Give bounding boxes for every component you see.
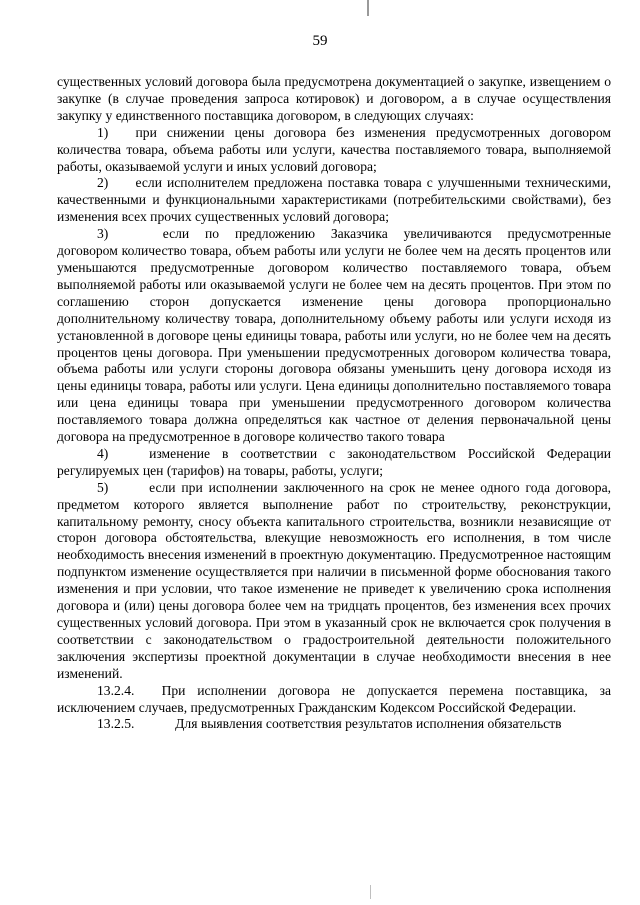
list-item-3: 3) если по предложению Заказчика увеличиваются предусмотренные договором количество товара, объем работы или услуги не более чем на десять процентов или уменьшаются предусмотренные договором количество поставляемого товара, объем выполняемой работы или оказываемой услуги не более чем на десять процентов. При этом по соглашению сторон допускается изменение цены договора пропорционально дополнительному количеству товара, дополнительному объему работы или услуги исходя из установленной в договоре цены единицы товара, работы или услуги, но не более чем на десять процентов цены договора. При уменьшении предусмотренных договором количества товара, объема работы или услуги стороны договора обязаны уменьшить цену договора исходя из цены единицы товара, работы или услуги. Цена единицы дополнительно поставляемого товара или цена единицы товара при уменьшении предусмотренного договором количества поставляемого товара должна определяться как частное от деления первоначальной цены договора на предусмотренное в договоре количество такого товара: [57, 226, 611, 445]
clause-13-2-5: 13.2.5. Для выявления соответствия результатов исполнения обязательств: [97, 716, 562, 732]
body-text: [57, 74, 611, 733]
list-item-1: 1) при снижении цены договора без изменения предусмотренных договором количества товара, объема работы или услуги, качества поставляемого товара, выполняемой работы, оказываемой услуги и иных условий договора;: [57, 124, 611, 174]
list-item-4: 4) изменение в соответствии с законодательством Российской Федерации регулируемых цен (тарифов) на товары, работы, услуги;: [57, 445, 611, 478]
paragraph-intro: существенных условий договора была предусмотрена документацией о закупке, извещением о закупке (в случае проведения запроса котировок) и договором, а в случае осуществления закупку у единственного поставщика договором, в следующих случаях:: [57, 74, 611, 123]
list-item-2: 2) если исполнителем предложена поставка товара с улучшенными техническими, качественными и функциональными характеристиками (потребительскими свойствами), без изменения всех прочих существенных условий договора;: [57, 175, 611, 225]
page-number: 59: [312, 33, 328, 49]
scan-mark: [370, 885, 371, 899]
scan-mark: [367, 0, 369, 16]
list-item-5: 5) если при исполнении заключенного на срок не менее одного года договора, предметом которого является выполнение работ по строительству, реконструкции, капитальному ремонту, сносу объекта капитального строительства, возникли независящие от сторон договора обстоятельства, влекущие невозможность его исполнения, в том числе необходимость внесения изменений в проектную документацию. Предусмотренное настоящим подпунктом изменение осуществляется при наличии в письменной форме обоснования такого изменения и при условии, что такое изменение не приведет к увеличению срока исполнения договора и (или) цены договора более чем на тридцать процентов, без изменения всех прочих существенных условий договора. При этом в указанный срок не включается срок получения в соответствии с законодательством о градостроительной деятельности положительного заключения экспертизы проектной документации в случае необходимости внесения в нее изменений.: [57, 479, 611, 681]
clause-13-2-4: 13.2.4. При исполнении договора не допускается перемена поставщика, за исключением случаев, предусмотренных Гражданским Кодексом Российской Федерации.: [57, 682, 611, 715]
